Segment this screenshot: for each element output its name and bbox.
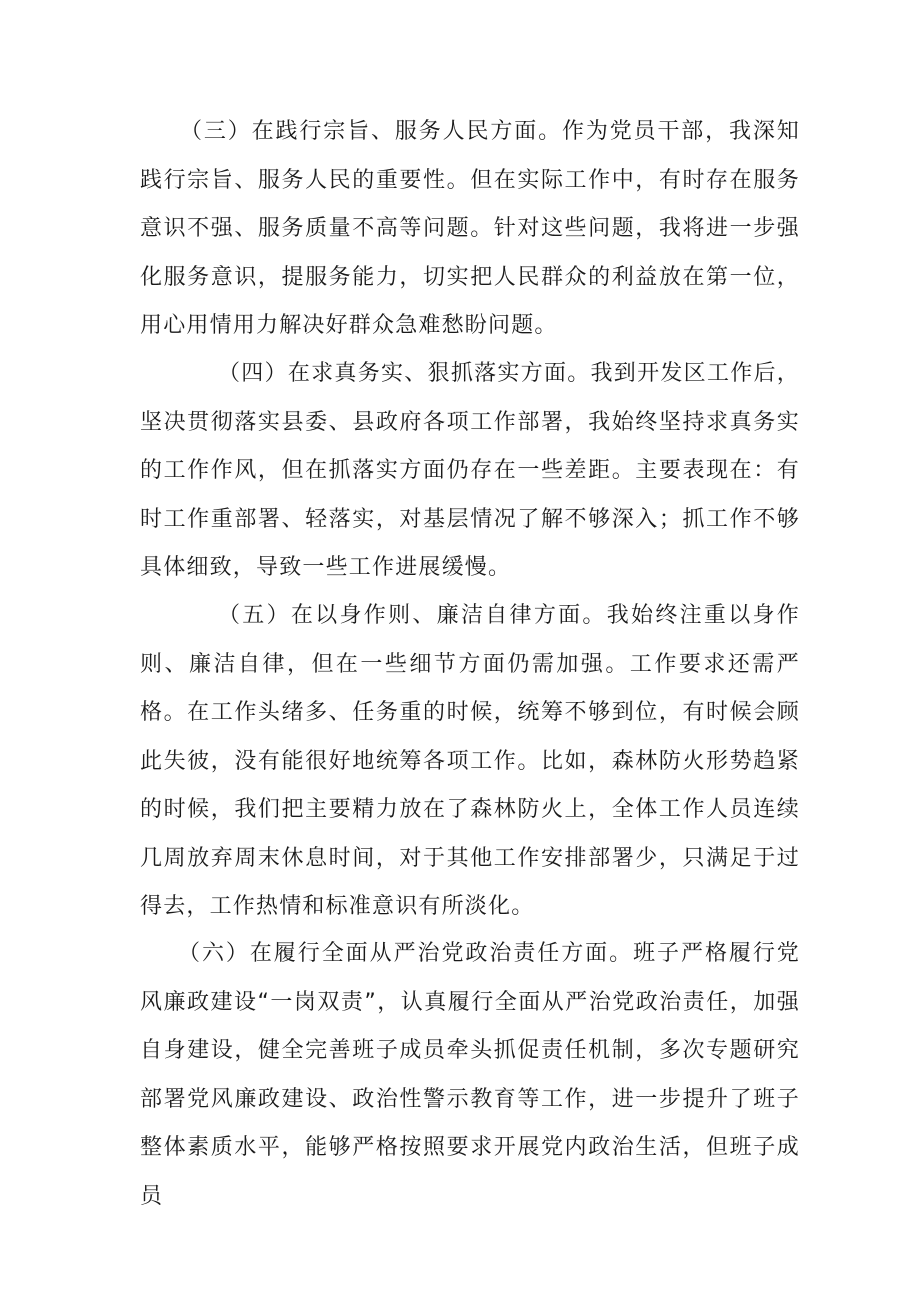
paragraph-3-service-people: （三）在践行宗旨、服务人民方面。作为党员干部，我深知践行宗旨、服务人民的重要性。但在实际工作中，有时存在服务意识不强、服务质量不高等问题。针对这些问题，我将进一步强化服务意识，提服务能力，切实把人民群众的利益放在第一位，用心用情用力解决好群众急难愁盼问题。 <box>140 119 800 338</box>
paragraph-6-party-responsibility: （六）在履行全面从严治党政治责任方面。班子严格履行党风廉政建设“一岗双责”，认真履行全面从严治党政治责任，加强自身建设，健全完善班子成员牵头抓促责任机制，多次专题研究部署党风廉政建设、政治性警示教育等工作，进一步提升了班子整体素质水平，能够严格按照要求开展党内政治生活，但班子成员 <box>140 941 800 1209</box>
paragraph-5-self-discipline: （五）在以身作则、廉洁自律方面。我始终注重以身作则、廉洁自律，但在一些细节方面仍需加强。工作要求还需严格。在工作头绪多、任务重的时候，统筹不够到位，有时候会顾此失彼，没有能很好地统筹各项工作。比如，森林防火形势趋紧的时候，我们把主要精力放在了森林防火上，全体工作人员连续几周放弃周末休息时间，对于其他工作安排部署少，只满足于过得去，工作热情和标准意识有所淡化。 <box>140 603 800 919</box>
paragraph-4-pragmatic-implementation: （四）在求真务实、狠抓落实方面。我到开发区工作后，坚决贯彻落实县委、县政府各项工作部署，我始终坚持求真务实的工作作风，但在抓落实方面仍存在一些差距。主要表现在：有时工作重部署、轻落实，对基层情况了解不够深入；抓工作不够具体细致，导致一些工作进展缓慢。 <box>140 361 800 580</box>
